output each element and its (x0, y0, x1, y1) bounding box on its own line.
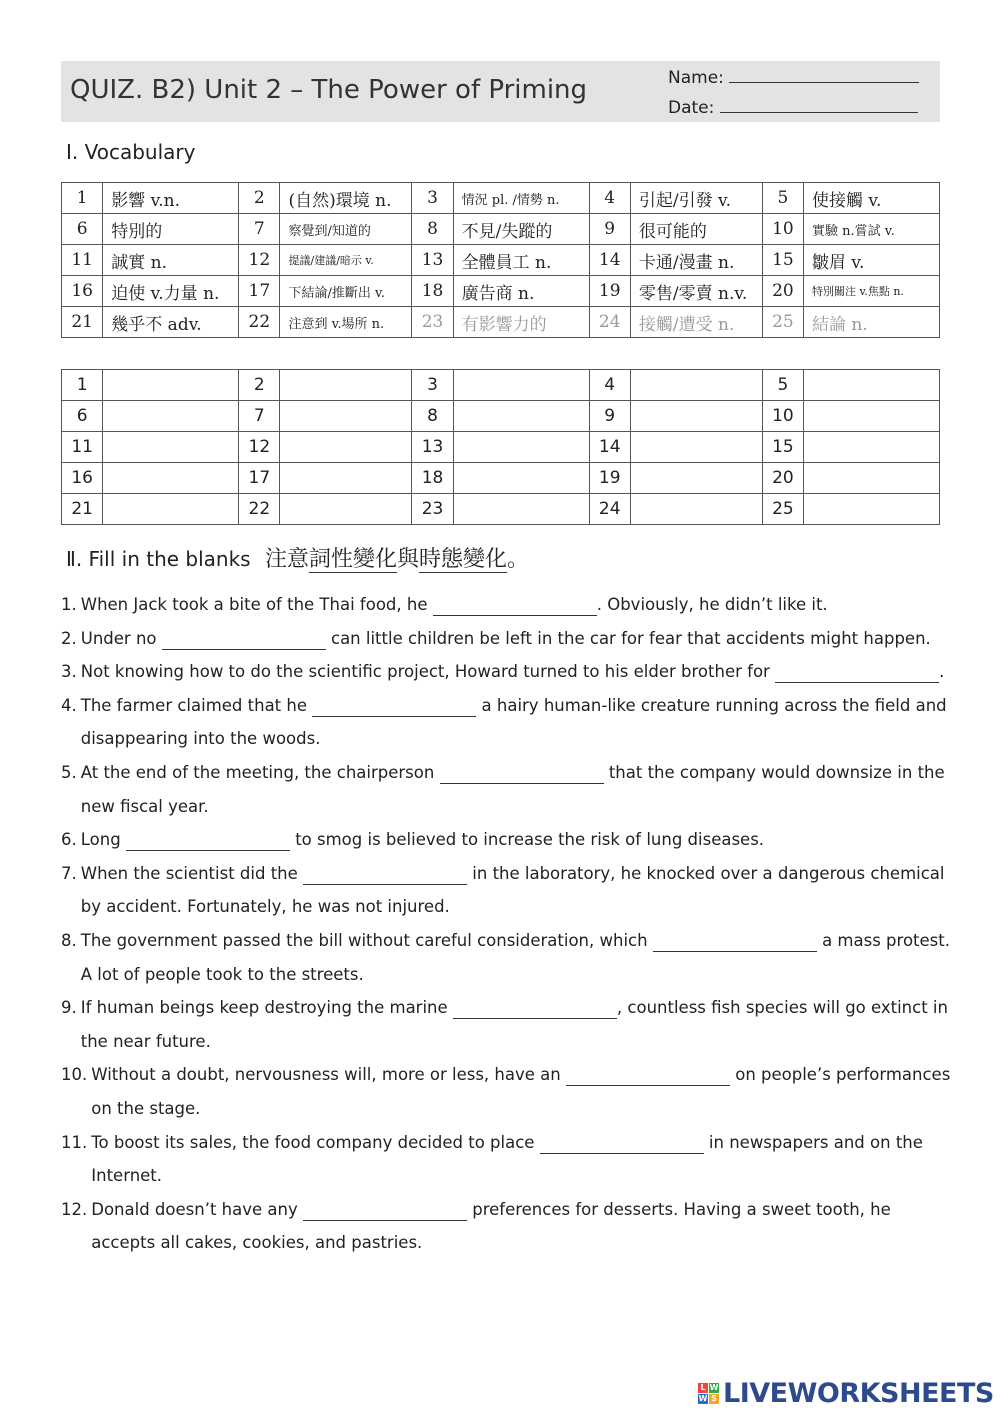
answer-input[interactable] (280, 495, 411, 523)
answer-cell (630, 463, 762, 494)
question-text-before: If human beings keep destroying the marine (80, 998, 448, 1018)
question-text (91, 1193, 951, 1260)
answer-input[interactable] (280, 433, 411, 461)
vocab-number: 5 (762, 183, 803, 214)
answer-input[interactable] (103, 464, 238, 492)
vocab-number: 25 (762, 307, 803, 338)
answer-number: 11 (62, 432, 103, 463)
vocab-row (62, 276, 940, 307)
answer-number: 24 (589, 494, 630, 525)
vocab-number: 10 (762, 214, 803, 245)
vocab-number: 18 (412, 276, 453, 307)
vocab-definition: 特別的 (103, 214, 239, 245)
answer-input[interactable] (804, 402, 939, 430)
answer-input[interactable] (454, 495, 589, 523)
answer-cell (280, 463, 412, 494)
question-number: 6. (61, 830, 77, 850)
blank-input[interactable] (162, 629, 326, 650)
question-number: 10. (61, 1065, 88, 1085)
vocab-row (62, 307, 940, 338)
vocab-row (62, 183, 940, 214)
answer-number: 13 (412, 432, 453, 463)
answer-input[interactable] (454, 433, 589, 461)
vocab-number: 23 (412, 307, 453, 338)
question-text-before: The government passed the bill without careful consideration, which (80, 930, 648, 950)
date-field (668, 96, 918, 118)
note-part: 與 (396, 547, 419, 572)
question-number: 4. (61, 695, 77, 715)
blank-input[interactable] (126, 830, 290, 851)
vocab-row (62, 245, 940, 276)
answer-cell (804, 370, 940, 401)
note-part: 。 (507, 547, 530, 572)
answer-input[interactable] (454, 464, 589, 492)
answer-cell (453, 432, 589, 463)
answer-input[interactable] (631, 464, 762, 492)
vocab-definition: 迫使 v.力量 n. (103, 276, 239, 307)
answer-number: 5 (762, 370, 803, 401)
answer-input[interactable] (103, 433, 238, 461)
answer-number: 19 (589, 463, 630, 494)
vocab-number: 9 (589, 214, 630, 245)
question-text-after: can little children be left in the car for fear that accidents might happen. (331, 628, 931, 648)
vocab-number: 8 (412, 214, 453, 245)
question-text-before: Without a doubt, nervousness will, more or less, have an (91, 1065, 561, 1085)
answer-number: 1 (62, 370, 103, 401)
question-item (61, 1058, 951, 1125)
logo-square: W (709, 1382, 719, 1392)
vocab-definition: 結論 n. (804, 307, 940, 338)
logo-square: S (709, 1394, 719, 1404)
vocab-number: 7 (239, 214, 280, 245)
answer-cell (280, 370, 412, 401)
answer-number: 4 (589, 370, 630, 401)
vocab-number: 20 (762, 276, 803, 307)
answer-input[interactable] (631, 433, 762, 461)
vocab-number: 17 (239, 276, 280, 307)
vocab-number: 16 (62, 276, 103, 307)
question-text-before: Not knowing how to do the scientific project, Howard turned to his elder brother for (80, 662, 770, 682)
vocab-definition: 誠實 n. (103, 245, 239, 276)
question-text-after: a mass protest. A lot of people took to the streets. (80, 930, 950, 984)
vocab-number: 6 (62, 214, 103, 245)
vocab-definition: 察覺到/知道的 (280, 214, 412, 245)
vocab-number: 14 (589, 245, 630, 276)
answer-row (62, 432, 940, 463)
answer-cell (630, 401, 762, 432)
answer-input[interactable] (103, 371, 238, 399)
question-text-after: a hairy human-like creature running across the field and disappearing into the woods. (80, 695, 947, 749)
question-text (81, 689, 951, 756)
question-text-before: To boost its sales, the food company decided to place (91, 1132, 535, 1152)
question-item (61, 689, 951, 756)
answer-input[interactable] (103, 402, 238, 430)
question-number: 1. (61, 595, 77, 614)
answer-table (61, 369, 940, 525)
blank-input[interactable] (303, 1200, 467, 1221)
answer-row (62, 401, 940, 432)
answer-number: 10 (762, 401, 803, 432)
answer-cell (453, 463, 589, 494)
vocab-number: 11 (62, 245, 103, 276)
answer-input[interactable] (804, 433, 939, 461)
question-number: 3. (61, 662, 77, 682)
name-field (668, 66, 919, 88)
answer-number: 8 (412, 401, 453, 432)
blank-input[interactable] (775, 662, 939, 683)
vocab-number: 3 (412, 183, 453, 214)
question-text-after: , countless fish species will go extinct in the near future. (80, 998, 948, 1051)
blank-input[interactable] (303, 864, 467, 885)
blank-input[interactable] (440, 763, 604, 784)
question-item (61, 991, 951, 1058)
question-list (61, 588, 951, 1260)
fill-in-note (265, 547, 529, 572)
vocab-number: 12 (239, 245, 280, 276)
answer-number: 2 (239, 370, 280, 401)
question-text-after: preferences for desserts. Having a sweet tooth, he accepts all cakes, cookies, and pastries. (91, 1199, 891, 1253)
vocab-definition: 全體員工 n. (453, 245, 589, 276)
question-item (61, 823, 951, 857)
fill-in-heading (66, 542, 529, 573)
vocab-definition: 有影響力的 (453, 307, 589, 338)
vocabulary-table (61, 182, 940, 338)
blank-input[interactable] (312, 696, 476, 717)
answer-number: 21 (62, 494, 103, 525)
question-text-after: on people’s performances on the stage. (91, 1065, 951, 1118)
answer-input[interactable] (631, 371, 762, 399)
question-number: 12. (61, 1199, 88, 1219)
vocab-definition: 不見/失蹤的 (453, 214, 589, 245)
question-text-before: Under no (80, 628, 157, 648)
answer-input[interactable] (804, 495, 939, 523)
question-text (81, 588, 951, 622)
question-item (61, 1193, 951, 1260)
answer-row (62, 494, 940, 525)
answer-input[interactable] (280, 464, 411, 492)
answer-number: 12 (239, 432, 280, 463)
answer-number: 9 (589, 401, 630, 432)
question-text (81, 991, 951, 1058)
answer-row (62, 370, 940, 401)
answer-number: 17 (239, 463, 280, 494)
vocab-number: 4 (589, 183, 630, 214)
vocab-definition: 引起/引發 v. (630, 183, 762, 214)
question-text-after: in the laboratory, he knocked over a dangerous chemical by accident. Fortunately, he was not injured. (80, 863, 945, 917)
answer-cell (630, 494, 762, 525)
vocab-definition: 廣告商 n. (453, 276, 589, 307)
answer-cell (804, 401, 940, 432)
question-item (61, 622, 951, 656)
answer-input[interactable] (280, 402, 411, 430)
vocab-number: 22 (239, 307, 280, 338)
question-number: 2. (61, 628, 77, 648)
answer-cell (804, 494, 940, 525)
answer-number: 23 (412, 494, 453, 525)
liveworksheets-logo (698, 1377, 994, 1409)
vocab-definition: 很可能的 (630, 214, 762, 245)
question-text-after: . (939, 662, 945, 682)
question-text (81, 622, 951, 656)
answer-cell (280, 432, 412, 463)
question-text (91, 1058, 951, 1125)
question-text-before: At the end of the meeting, the chairperson (80, 762, 435, 782)
answer-cell (453, 494, 589, 525)
answer-number: 20 (762, 463, 803, 494)
vocab-definition: 情況 pl. /情勢 n. (453, 183, 589, 214)
answer-cell (103, 401, 239, 432)
answer-number: 15 (762, 432, 803, 463)
note-part: 注意 (264, 547, 309, 572)
question-text-after: . Obviously, he didn’t like it. (596, 595, 828, 614)
quiz-header (61, 61, 940, 122)
answer-cell (630, 432, 762, 463)
blank-input[interactable] (540, 1133, 704, 1154)
question-text-before: The farmer claimed that he (80, 695, 308, 715)
answer-input[interactable] (804, 371, 939, 399)
blank-input[interactable] (453, 998, 617, 1019)
answer-number: 16 (62, 463, 103, 494)
vocab-number: 24 (589, 307, 630, 338)
question-text-after: to smog is believed to increase the risk of lung diseases. (295, 830, 765, 850)
answer-input[interactable] (804, 464, 939, 492)
answer-number: 14 (589, 432, 630, 463)
answer-input[interactable] (631, 402, 762, 430)
note-part-underlined: 時態變化 (419, 547, 508, 572)
question-text (81, 857, 951, 924)
question-number: 5. (61, 762, 77, 782)
answer-cell (103, 432, 239, 463)
vocab-definition: (自然)環境 n. (280, 183, 412, 214)
vocab-definition: 零售/零賣 n.v. (630, 276, 762, 307)
date-label: Date: (668, 98, 715, 118)
vocab-definition: 注意到 v.場所 n. (280, 307, 412, 338)
answer-input[interactable] (631, 495, 762, 523)
vocab-definition: 幾乎不 adv. (103, 307, 239, 338)
question-item (61, 1126, 951, 1193)
answer-number: 7 (239, 401, 280, 432)
answer-number: 22 (239, 494, 280, 525)
vocab-definition: 使接觸 v. (804, 183, 940, 214)
note-part-underlined: 詞性變化 (308, 547, 397, 572)
answer-cell (453, 401, 589, 432)
question-text-before: When Jack took a bite of the Thai food, he (80, 595, 428, 614)
vocab-definition: 提議/建議/暗示 v. (280, 245, 412, 276)
answer-number: 3 (412, 370, 453, 401)
name-blank[interactable] (729, 66, 919, 83)
answer-number: 25 (762, 494, 803, 525)
answer-number: 18 (412, 463, 453, 494)
question-text-before: Donald doesn’t have any (91, 1199, 298, 1219)
answer-cell (804, 463, 940, 494)
answer-input[interactable] (454, 402, 589, 430)
vocab-definition: 特別關注 v.焦點 n. (804, 276, 940, 307)
question-text (81, 655, 951, 689)
question-text (81, 924, 951, 991)
question-item (61, 588, 951, 622)
vocab-number: 2 (239, 183, 280, 214)
answer-cell (103, 370, 239, 401)
question-text-after: in newspapers and on the Internet. (91, 1132, 923, 1186)
date-blank[interactable] (720, 96, 918, 113)
vocab-number: 15 (762, 245, 803, 276)
answer-row (62, 463, 940, 494)
vocab-definition: 卡通/漫畫 n. (630, 245, 762, 276)
question-number: 7. (61, 863, 77, 883)
vocab-row (62, 214, 940, 245)
vocab-number: 19 (589, 276, 630, 307)
logo-square: W (698, 1393, 708, 1403)
answer-cell (804, 432, 940, 463)
logo-icon (698, 1383, 719, 1404)
vocabulary-heading: Ⅰ. Vocabulary (66, 140, 196, 164)
logo-square: L (698, 1383, 708, 1393)
vocab-definition: 下結論/推斷出 v. (280, 276, 412, 307)
question-text (81, 756, 951, 823)
question-item (61, 924, 951, 991)
answer-number: 6 (62, 401, 103, 432)
blank-input[interactable] (433, 595, 597, 616)
vocab-number: 1 (62, 183, 103, 214)
vocab-definition: 影響 v.n. (103, 183, 239, 214)
question-item (61, 857, 951, 924)
page-title: QUIZ. B2) Unit 2 – The Power of Priming (70, 75, 588, 105)
question-item (61, 756, 951, 823)
answer-input[interactable] (454, 371, 589, 399)
vocab-definition: 皺眉 v. (804, 245, 940, 276)
question-item (61, 655, 951, 689)
vocab-definition: 實驗 n.嘗試 v. (804, 214, 940, 245)
fill-in-title: Ⅱ. Fill in the blanks (66, 547, 251, 571)
vocab-definition: 接觸/遭受 n. (630, 307, 762, 338)
question-text (91, 1126, 951, 1193)
question-number: 9. (61, 998, 77, 1018)
logo-text: LIVEWORKSHEETS (723, 1377, 994, 1409)
question-text-after: that the company would downsize in the new fiscal year. (80, 762, 945, 816)
answer-cell (630, 370, 762, 401)
vocab-number: 21 (62, 307, 103, 338)
question-number: 11. (61, 1132, 88, 1152)
answer-input[interactable] (103, 495, 238, 523)
answer-cell (103, 463, 239, 494)
question-text-before: When the scientist did the (80, 863, 298, 883)
blank-input[interactable] (653, 931, 817, 952)
answer-cell (453, 370, 589, 401)
blank-input[interactable] (566, 1065, 730, 1086)
vocab-number: 13 (412, 245, 453, 276)
name-label: Name: (668, 68, 724, 88)
answer-cell (103, 494, 239, 525)
answer-cell (280, 494, 412, 525)
question-number: 8. (61, 930, 77, 950)
answer-cell (280, 401, 412, 432)
question-text (81, 823, 951, 857)
question-text-before: Long (80, 830, 121, 850)
answer-input[interactable] (280, 371, 411, 399)
